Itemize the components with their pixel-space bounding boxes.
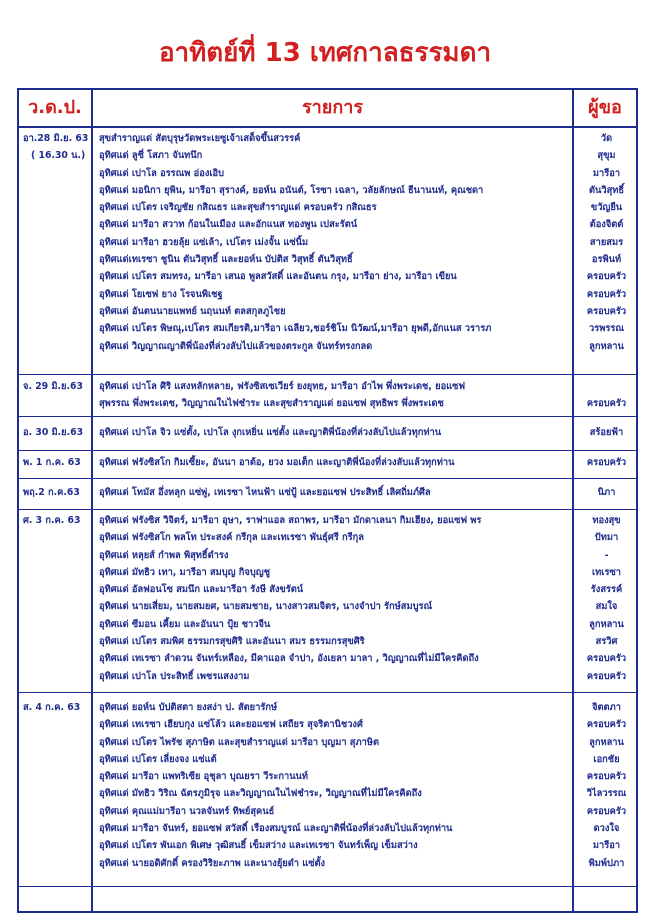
section-requesters [575, 130, 638, 355]
requester-name: ครอบครัว [586, 719, 627, 731]
list-item: อุทิศแด่ หลุยส์ กำพล พิสุทธิ์ดำรง [99, 549, 229, 561]
section-date: พ. 1 ก.ค. 63 [23, 457, 81, 468]
requester-name: ครอบครัว [586, 271, 627, 283]
requester-name: วรพรรณ [589, 323, 624, 335]
requester-name: ครอบครัว [586, 398, 627, 410]
requester-name: สุขุม [597, 150, 616, 162]
list-item: อุทิศแด่ โยเซฟ ยาง โรจนพิเชฐ [99, 288, 223, 300]
list-item: อุทิศแด่ เปโตร เลี่ยงจง แซ่แต้ [99, 753, 217, 765]
section-requesters [575, 699, 638, 872]
list-item: อุทิศแด่ ซีมอน เคี้ยม และอันนา ปุ้ย ชาวจีน [99, 618, 271, 630]
section-date: จ. 29 มิ.ย.63 [23, 381, 83, 392]
requester-name: เอกชัย [593, 753, 620, 765]
section-items [99, 699, 575, 872]
list-item: อุทิศแด่ มารีอา จันทร์, ยอแซฟ สวัสดิ์ เรืองสมบูรณ์ และญาติพี่น้องที่ล่วงลับไปแล้วทุกท่าน [99, 823, 453, 835]
list-item: อุทิศแด่ เปโตร ไพรัช สุภาษิต และสุขสำราญแด่ มารีอา บุญมา สุภาษิต [99, 736, 379, 748]
requester-name: สรวิศ [595, 636, 618, 648]
list-item: อุทิศแด่ เปาโล อรรณพ อ่องเอิบ [99, 167, 225, 179]
list-item: อุทิศแด่ มารีอา แพทริเซีย อุชุลา บุณยรา วีระกานนท์ [99, 771, 309, 783]
section-items [99, 378, 575, 413]
requester-name: ครอบครัว [586, 771, 627, 783]
section-date: พฤ.2 ก.ค.63 [23, 487, 80, 498]
list-item: อุทิศแด่ เปโตร เจริญชัย กสิณธร และสุขสำราญแด่ ครอบครัว กสิณธร [99, 202, 377, 214]
section-items [99, 130, 575, 355]
list-item: อุทิศแด่ ฟรังซิสโก พลโท ประสงค์ กรีกุล และเทเรซา พันธุ์ศรี กรีกุล [99, 532, 364, 544]
requester-name: - [604, 549, 609, 561]
requester-name: ปัทมา [594, 532, 619, 544]
list-item: อุทิศแด่ อันตนนายแพทย์ นฤนนท์ ตลสกุลภูไชย [99, 305, 286, 317]
row-divider [19, 692, 636, 693]
section-requesters [575, 454, 638, 471]
list-item: อุทิศแด่ นายอดิศักดิ์ ครองวิริยะภาพ และนางยุ้ยดำ แซ่ตั้ง [99, 857, 326, 869]
list-item: อุทิศแด่ เปโตร สมพิศ ธรรมกรสุขศิริ และอันนา สมร ธรรมกรสุขศิริ [99, 636, 365, 648]
list-item: อุทิศแด่ มอนิกา ยุพิน, มารีอา สุรางค์, ยอห์น อนันต์, โรซา เฉลา, วลัยลักษณ์ ธีนานนท์, คุณชดา [99, 184, 484, 196]
requester-name: มารีอา [592, 840, 621, 852]
schedule-table [17, 88, 638, 913]
requester-name: ตันวิสุทธิ์ [588, 184, 625, 196]
list-item: อุทิศแด่ เปโตร พิษณุ,เปโตร สมเกียรติ,มารีอา เฉลียว,ชอร์ชิโม นิวัฒน์,มารีอา ยุพดี,อักแนส วรารภ [99, 323, 492, 335]
list-item: อุทิศแด่ เปโตร พันเอก พิเศษ วุฒิสนธิ์ เข็มสว่าง และเทเรซา จันทร์เพ็ญ เข็มสว่าง [99, 840, 418, 852]
header-requester: ผู้ขอ [588, 97, 622, 118]
section-items [99, 424, 575, 441]
list-item: อุทิศแด่ มารีอา สวาท ก้อนในเมือง และอักแนส ทองพูน เปสะรัตน์ [99, 219, 358, 231]
requester-name: ทองสุข [592, 515, 621, 526]
section-requesters [575, 378, 638, 413]
requester-name: รังสรรค์ [590, 584, 623, 596]
list-item: อุทิศแด่ ฟรังซิสโก กิมเซี้ยะ, อันนา อาต้อ, ยวง มอเต็ก และญาติพี่น้องที่ล่วงลับแล้วทุกท่าน [99, 457, 455, 468]
header-divider [19, 126, 636, 128]
list-item: อุทิศแด่ เปาโล ศิริ แสงหลักหลาย, ฟรังซิสเซเวียร์ ยงยุทธ, มารีอา อำไพ พึ่งพระเดช, ยอแซฟ [99, 381, 466, 392]
requester-name: ต้องจิตต์ [589, 219, 624, 231]
section-requesters [575, 484, 638, 501]
list-item: อุทิศแด่ ลูซี่ โสภา จันทนึก [99, 150, 203, 162]
list-item: อุทิศแด่ เปโตร สมทรง, มารีอา เสนอ พูลสวัสดิ์ และอันตน กรุง, มารีอา ย่าง, มารีอา เขียน [99, 271, 457, 283]
requester-name: ครอบครัว [586, 653, 627, 665]
requester-name: สร้อยฟ้า [589, 427, 624, 438]
row-divider [19, 886, 636, 887]
page-title: อาทิตย์ที่ 13 เทศกาลธรรมดา [158, 38, 492, 68]
column-divider [91, 90, 93, 911]
list-item: อุทิศแด่เทเรซา ชูนิน ตันวิสุทธิ์ และยอห์น บัปติส วิสุทธิ์ ตันวิสุทธิ์ [99, 254, 353, 266]
requester-name: จิตตภา [592, 702, 621, 713]
section-date: ศ. 3 ก.ค. 63 [23, 515, 81, 526]
requester-name: ลูกหลาน [589, 618, 624, 630]
requester-name: ครอบครัว [586, 670, 627, 682]
list-item: อุทิศแด่ เปาโล จิว แซ่ตั้ง, เปาโล งุกเหยิ่น แซ่ตั้ง และญาติพี่น้องที่ล่วงลับไปแล้วทุกท่าน [99, 427, 442, 438]
requester-name: อรพินท์ [591, 254, 622, 266]
section-date [23, 130, 91, 164]
requester-name: ครอบครัว [586, 305, 627, 317]
requester-name: มารีอา [592, 167, 621, 179]
list-item: สุขสำราญแด่ สัตบุรุษวัดพระเยซูเจ้าเสด็จขึ้นสวรรค์ [99, 133, 301, 144]
requester-name [575, 378, 638, 395]
requester-name: ครอบครัว [586, 805, 627, 817]
requester-name: เทเรซา [591, 566, 621, 578]
section-requesters [575, 424, 638, 441]
section-date-time: ( 16.30 น.) [31, 150, 86, 161]
list-item: อุทิศแด่ เทเรซา ลำดวน จันทร์เหลือง, มีคาแอล จำปา, อังเยลา มาลา , วิญญาณที่ไม่มีใครคิดถึง [99, 653, 479, 665]
requester-name: ครอบครัว [586, 457, 627, 468]
header-date: ว.ด.ป. [28, 97, 82, 118]
list-item: อุทิศแด่ มารีอา ฮวยลุ้ย แซ่เล้า, เปโตร เม่งจั้น แซ่นิ้ม [99, 236, 309, 248]
list-item: สุพรรณ พึ่งพระเดช, วิญญาณในไฟชำระ และสุขสำราญแด่ ยอแซฟ สุทธิพร พึ่งพระเดช [99, 398, 444, 410]
section-items [99, 512, 575, 685]
list-item: อุทิศแด่ ฟรังซิส วิจิตร์, มารีอา อุษา, ราฟาแอล สถาพร, มารีอา มักดาเลนา กิมเฮียง, ยอแซฟ พร [99, 515, 482, 526]
header-items: รายการ [302, 97, 363, 118]
requester-name: ขวัญยืน [590, 202, 623, 214]
row-divider [19, 374, 636, 375]
section-date: ส. 4 ก.ค. 63 [23, 702, 81, 713]
list-item: อุทิศแด่ อัลฟอนโซ สมนึก และมารีอา รังษี สังขรัตน์ [99, 584, 304, 596]
requester-name: ดวงใจ [593, 823, 620, 835]
list-item: อุทิศแด่ ยอห์น บัปติสตา ยงสง่า ป. สัตยารักษ์ [99, 702, 278, 713]
list-item: อุทิศแด่ โทมัส อึ่งหลุก แซ่พู่, เทเรซา ไหนฟ้า แซ่ปู้ และยอแซฟ ประสิทธิ์ เลิศถิ่มภ์ศีล [99, 487, 431, 498]
row-divider [19, 416, 636, 417]
requester-name: ลูกหลาน [589, 736, 624, 748]
list-item: อุทิศแด่ เปาโล ประสิทธิ์ เพชรแสงงาม [99, 670, 250, 682]
requester-name: พิมพ์ปภา [588, 857, 625, 869]
list-item: อุทิศแด่ มัทธิว เทา, มารีอา สมบุญ กิจบุญชู [99, 566, 271, 578]
requester-name: ลูกหลาน [589, 340, 624, 352]
row-divider [19, 478, 636, 479]
section-date: อ. 30 มิ.ย.63 [23, 427, 84, 438]
requester-name: วิไลวรรณ [586, 788, 627, 800]
requester-name: สมใจ [595, 601, 618, 613]
requester-name: สายสมร [589, 236, 624, 248]
requester-name: วัด [600, 133, 613, 144]
section-date-text: อา.28 มิ.ย. 63 [23, 133, 89, 144]
list-item: อุทิศแด่ คุณแม่มารีอา นวลจันทร์ ทิพย์สุคนธ์ [99, 805, 275, 817]
requester-name: นิภา [597, 487, 616, 498]
section-requesters [575, 512, 638, 685]
row-divider [19, 450, 636, 451]
section-items [99, 484, 575, 501]
requester-name: ครอบครัว [586, 288, 627, 300]
list-item: อุทิศแด่ นายเสี่ยม, นายสมยศ, นายสมชาย, นางสาวสมจิตร, นางจำปา รักษ์สมบูรณ์ [99, 601, 433, 613]
row-divider [19, 509, 636, 510]
list-item: อุทิศแด่ มัทธิว วิริณ ฉัตรภูมิรุจ และวิญญาณในไฟชำระ, วิญญาณที่ไม่มีใครคิดถึง [99, 788, 422, 800]
list-item: อุทิศแด่ วิญญาณญาติพี่น้องที่ล่วงลับไปแล้วของตระกูล จันทร์ทรงกลด [99, 340, 373, 352]
list-item: อุทิศแด่ เทเรซา เฮียบกุง แซ่โล้ว และยอแซฟ เสถียร สุจริตานิชวงศ์ [99, 719, 363, 731]
section-items [99, 454, 575, 471]
